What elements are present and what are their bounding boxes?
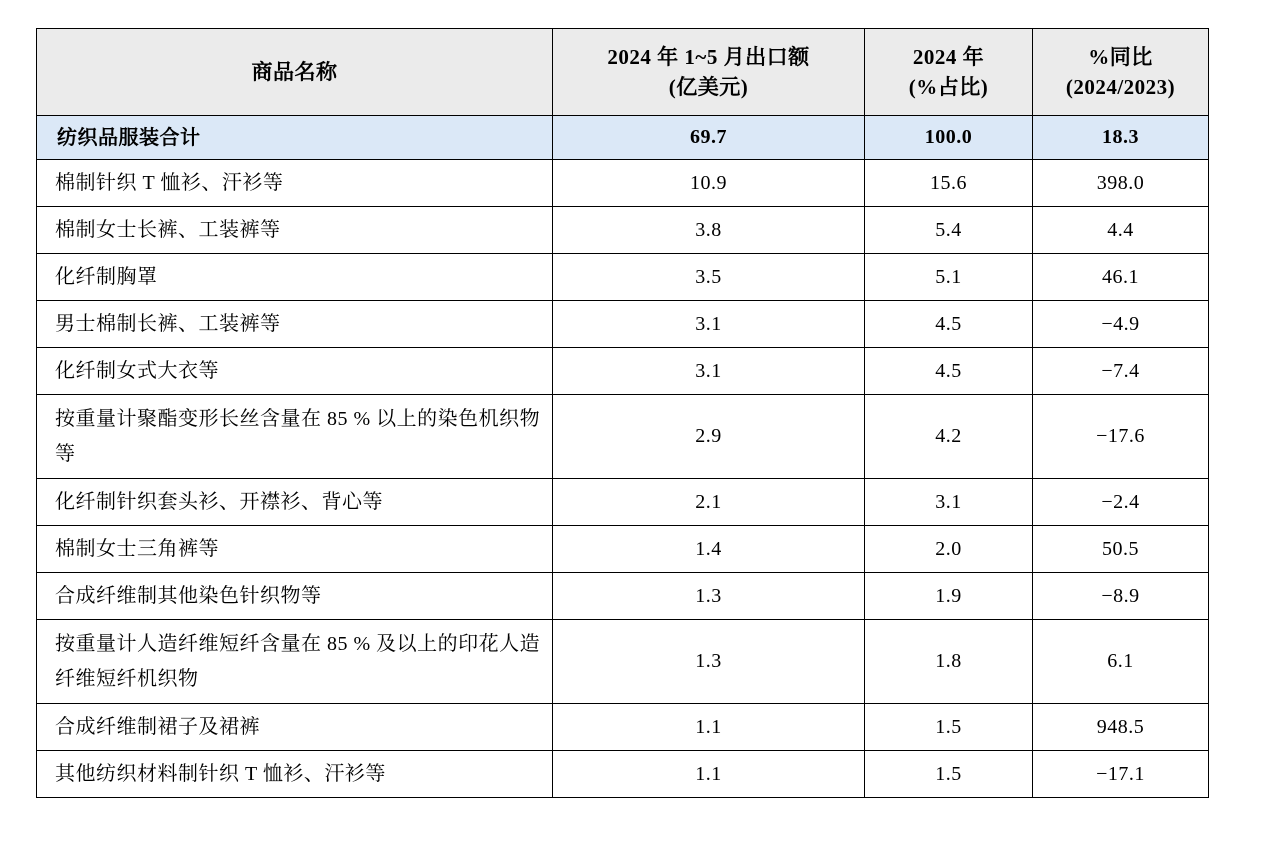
cell-yoy: 4.4 — [1033, 207, 1209, 254]
cell-product-name: 按重量计聚酯变形长丝含量在 85 % 以上的染色机织物等 — [37, 395, 553, 479]
table-row — [37, 751, 1209, 798]
cell-yoy: 18.3 — [1033, 116, 1209, 160]
table-row — [37, 348, 1209, 395]
cell-product-name: 其他纺织材料制针织 T 恤衫、汗衫等 — [37, 751, 553, 798]
column-header-product-name: 商品名称 — [37, 29, 553, 116]
cell-product-name: 男士棉制长裤、工装裤等 — [37, 301, 553, 348]
column-header-export-value: 2024 年 1~5 月出口额 (亿美元) — [553, 29, 865, 116]
cell-export-value: 3.8 — [553, 207, 865, 254]
table-row — [37, 620, 1209, 704]
cell-export-value: 2.1 — [553, 479, 865, 526]
column-header-yoy: %同比 (2024/2023) — [1033, 29, 1209, 116]
cell-product-name: 棉制女士长裤、工装裤等 — [37, 207, 553, 254]
cell-share: 5.4 — [865, 207, 1033, 254]
table-header — [37, 29, 1209, 116]
cell-share: 4.5 — [865, 301, 1033, 348]
table-header-row — [37, 29, 1209, 116]
cell-product-name: 棉制针织 T 恤衫、汗衫等 — [37, 160, 553, 207]
table-row — [37, 395, 1209, 479]
cell-yoy: −17.6 — [1033, 395, 1209, 479]
cell-export-value: 69.7 — [553, 116, 865, 160]
cell-product-name: 化纤制针织套头衫、开襟衫、背心等 — [37, 479, 553, 526]
table-row — [37, 704, 1209, 751]
table-row — [37, 160, 1209, 207]
cell-export-value: 3.1 — [553, 301, 865, 348]
cell-share: 3.1 — [865, 479, 1033, 526]
table-row — [37, 254, 1209, 301]
cell-share: 2.0 — [865, 526, 1033, 573]
export-statistics-table — [36, 28, 1209, 798]
cell-export-value: 1.1 — [553, 704, 865, 751]
cell-product-name: 合成纤维制其他染色针织物等 — [37, 573, 553, 620]
cell-yoy: −17.1 — [1033, 751, 1209, 798]
cell-yoy: −2.4 — [1033, 479, 1209, 526]
cell-export-value: 2.9 — [553, 395, 865, 479]
table-row — [37, 573, 1209, 620]
cell-share: 1.9 — [865, 573, 1033, 620]
cell-share: 5.1 — [865, 254, 1033, 301]
cell-yoy: −8.9 — [1033, 573, 1209, 620]
cell-yoy: 6.1 — [1033, 620, 1209, 704]
column-header-share: 2024 年 (%占比) — [865, 29, 1033, 116]
cell-export-value: 3.1 — [553, 348, 865, 395]
cell-export-value: 1.3 — [553, 573, 865, 620]
cell-share: 1.5 — [865, 704, 1033, 751]
cell-yoy: 50.5 — [1033, 526, 1209, 573]
cell-product-name: 棉制女士三角裤等 — [37, 526, 553, 573]
cell-yoy: −4.9 — [1033, 301, 1209, 348]
cell-product-name: 按重量计人造纤维短纤含量在 85 % 及以上的印花人造纤维短纤机织物 — [37, 620, 553, 704]
table-row — [37, 301, 1209, 348]
cell-product-name: 纺织品服装合计 — [37, 116, 553, 160]
cell-share: 100.0 — [865, 116, 1033, 160]
cell-share: 4.2 — [865, 395, 1033, 479]
cell-export-value: 1.3 — [553, 620, 865, 704]
cell-product-name: 化纤制女式大衣等 — [37, 348, 553, 395]
cell-product-name: 化纤制胸罩 — [37, 254, 553, 301]
table-row — [37, 479, 1209, 526]
cell-share: 15.6 — [865, 160, 1033, 207]
cell-yoy: −7.4 — [1033, 348, 1209, 395]
cell-share: 1.8 — [865, 620, 1033, 704]
cell-export-value: 1.1 — [553, 751, 865, 798]
cell-product-name: 合成纤维制裙子及裙裤 — [37, 704, 553, 751]
cell-yoy: 398.0 — [1033, 160, 1209, 207]
cell-yoy: 948.5 — [1033, 704, 1209, 751]
cell-yoy: 46.1 — [1033, 254, 1209, 301]
table-row — [37, 526, 1209, 573]
cell-export-value: 10.9 — [553, 160, 865, 207]
table-body — [37, 116, 1209, 798]
cell-share: 4.5 — [865, 348, 1033, 395]
cell-share: 1.5 — [865, 751, 1033, 798]
cell-export-value: 3.5 — [553, 254, 865, 301]
cell-export-value: 1.4 — [553, 526, 865, 573]
table-row — [37, 207, 1209, 254]
table-row — [37, 116, 1209, 160]
